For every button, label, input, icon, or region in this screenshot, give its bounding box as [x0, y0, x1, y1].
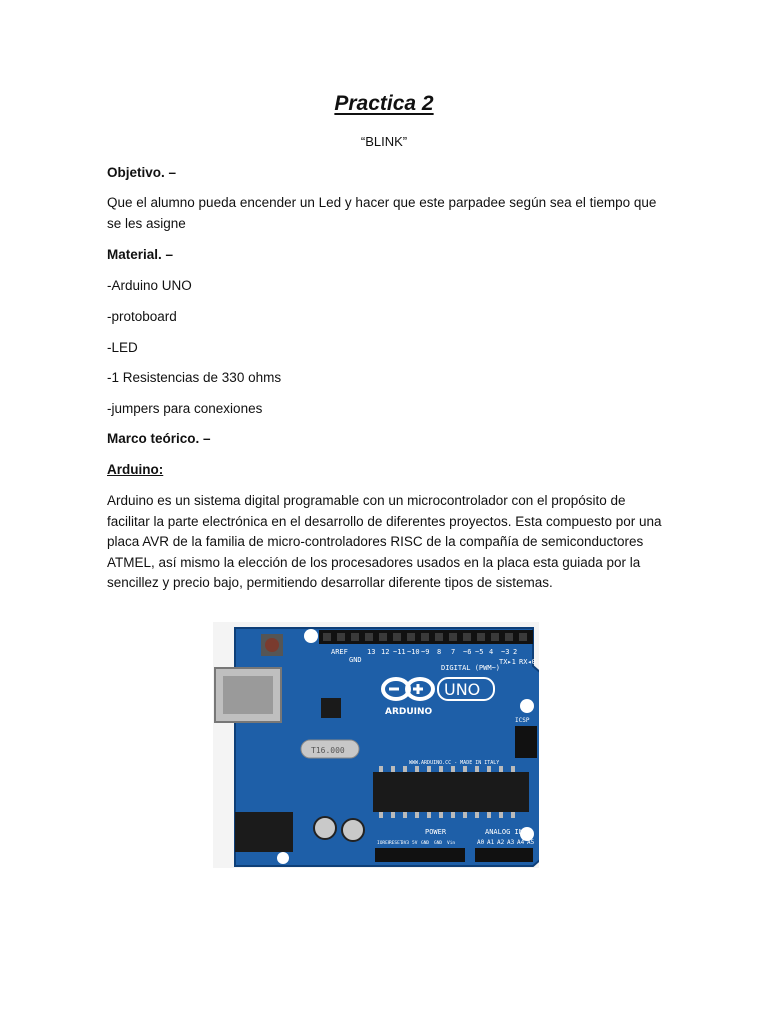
power-pin-label: GND — [434, 841, 443, 846]
logo-text: ARDUINO — [385, 707, 433, 717]
reset-button — [265, 638, 279, 652]
material-item: -jumpers para conexiones — [107, 401, 263, 416]
analog-pin-label: A4 — [517, 839, 525, 846]
website-label: WWW.ARDUINO.CC - MADE IN ITALY — [409, 760, 500, 766]
analog-pin-label: A3 — [507, 839, 515, 846]
material-item: -1 Resistencias de 330 ohms — [107, 370, 282, 385]
analog-pin-label: A0 — [477, 839, 485, 846]
arduino-board-image — [213, 622, 539, 868]
analog-pin-label: A2 — [497, 839, 505, 846]
material-item: -protoboard — [107, 309, 177, 324]
power-header — [375, 848, 465, 862]
material-item: -LED — [107, 340, 138, 355]
analog-pin-label: A1 — [487, 839, 495, 846]
power-jack — [235, 812, 293, 852]
icsp-header — [515, 726, 537, 758]
objetivo-text: Que el alumno pueda encender un Led y hacer que este parpadee según sea el tiempo que se les asigne — [107, 195, 657, 231]
analog-label: ANALOG IN — [485, 828, 523, 836]
analog-pin-label: A5 — [527, 839, 535, 846]
pin-label: 2 — [513, 648, 518, 656]
page-title: Practica 2 — [334, 92, 434, 115]
pin-label: TX▸1 — [499, 658, 516, 666]
pin-label: ~3 — [501, 648, 510, 656]
gnd-label: GND — [349, 656, 362, 664]
crystal-label: T16.000 — [311, 746, 345, 755]
digital-label: DIGITAL (PWM~) — [441, 664, 501, 672]
power-pin-label: Vin — [447, 841, 456, 846]
pin-label: ~5 — [475, 648, 484, 656]
analog-header — [475, 848, 533, 862]
pin-label: 4 — [489, 648, 494, 656]
pin-label: ~10 — [407, 648, 420, 656]
pin-label: 8 — [437, 648, 442, 656]
pin-label: ~6 — [463, 648, 472, 656]
power-pin-label: GND — [421, 841, 430, 846]
capacitor — [342, 819, 364, 841]
pin-label: RX◂0 — [519, 658, 536, 666]
capacitor — [314, 817, 336, 839]
model-label: UNO — [444, 680, 481, 699]
arduino-heading: Arduino: — [107, 462, 164, 477]
microcontroller-chip — [373, 772, 529, 812]
pin-label: ~9 — [421, 648, 430, 656]
material-heading: Material. – — [107, 247, 174, 262]
pin-label: 7 — [451, 648, 456, 656]
power-pin-label: IOREF — [377, 841, 391, 846]
marco-teorico-heading: Marco teórico. – — [107, 431, 211, 446]
objetivo-heading: Objetivo. – — [107, 165, 177, 180]
icsp-label: ICSP — [515, 717, 530, 724]
power-pin-label: 5V — [412, 841, 418, 846]
pin-label: 13 — [367, 648, 376, 656]
power-label: POWER — [425, 828, 447, 836]
pin-label: 12 — [381, 648, 390, 656]
usb-controller-chip — [321, 698, 341, 718]
power-pin-label: RESET — [389, 841, 403, 846]
power-pin-label: 3V3 — [401, 841, 410, 846]
pin-label: ~11 — [393, 648, 406, 656]
page-subtitle: “BLINK” — [360, 134, 408, 149]
material-item: -Arduino UNO — [107, 278, 192, 293]
arduino-paragraph: Arduino es un sistema digital programable con un microcontrolador con el propósito de facilitar la parte electrónica en el desarrollo de diferentes proyectos. Esta compuesto por una placa AVR de la familia de micro-controladores RISC de la compañía de semiconductores ATMEL, así mismo la elección de los procesadores usados en la placa esta guiada por la sencillez y precio bajo, permitiendo desarrollar diferente tipos de sistemas. — [107, 493, 662, 590]
aref-label: AREF — [331, 648, 348, 656]
